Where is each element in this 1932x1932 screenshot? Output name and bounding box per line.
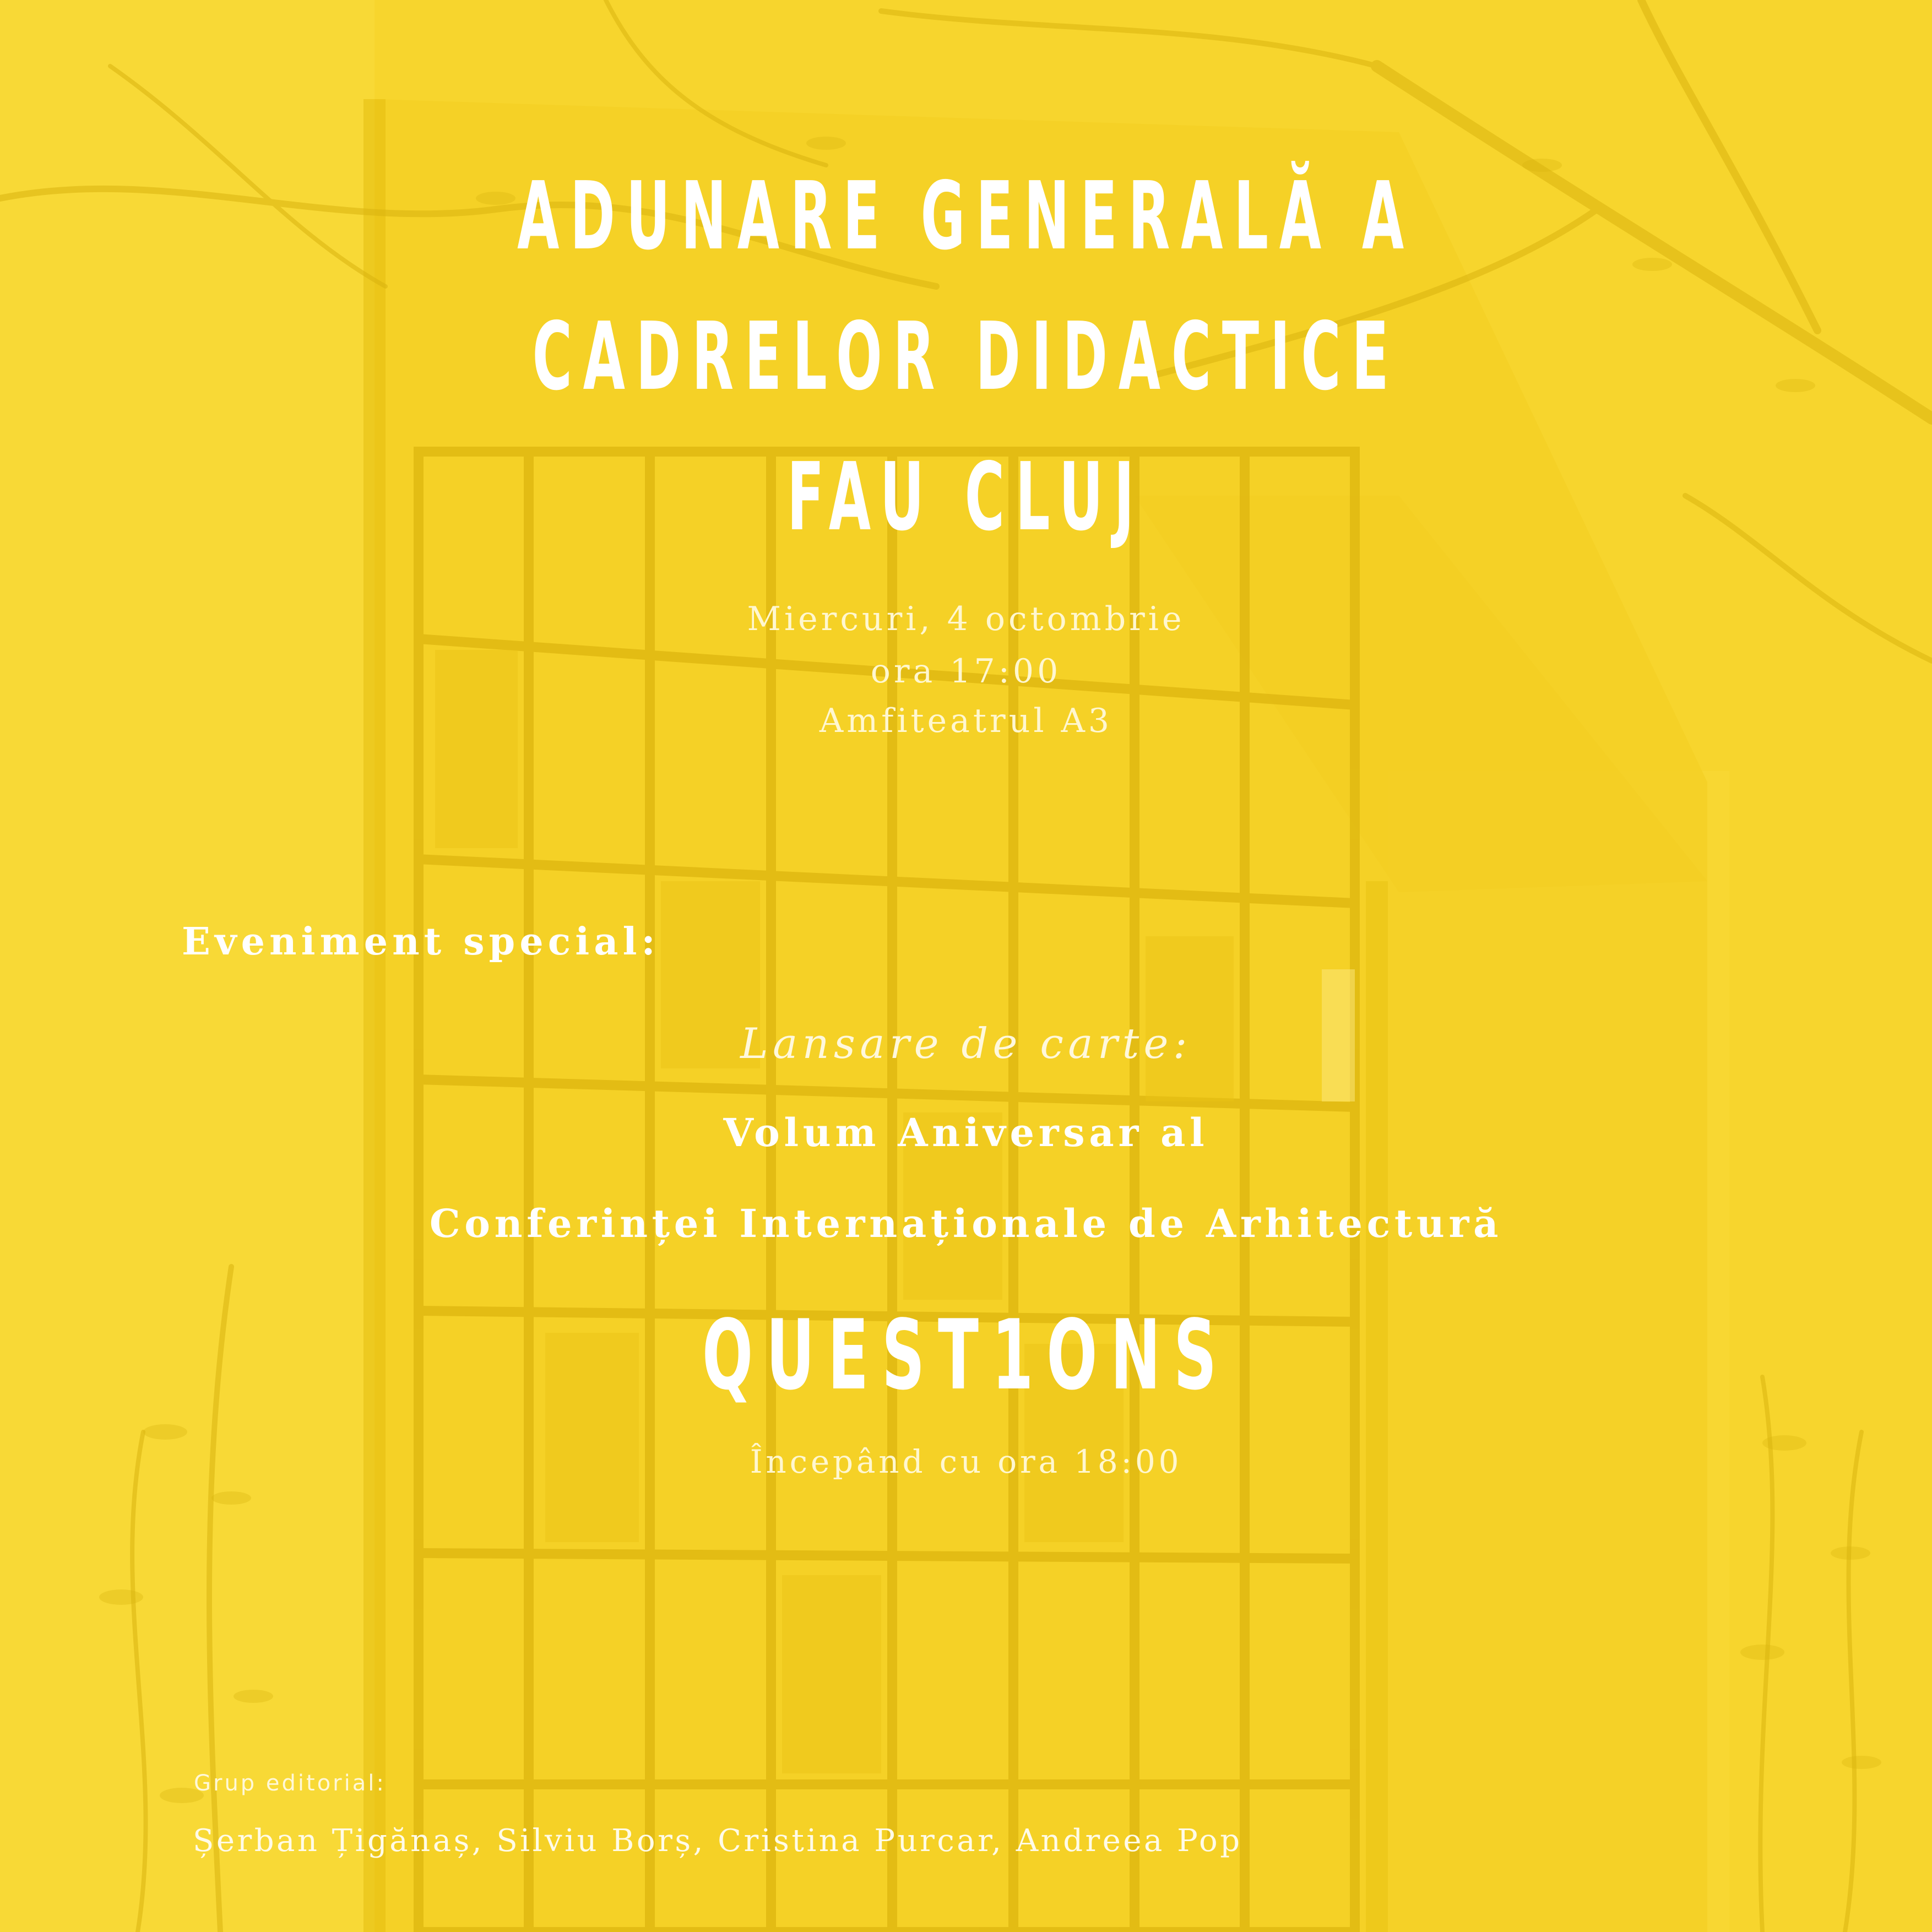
editorial-group-label: Grup editorial: [194,1771,386,1796]
book-title-line-2: Conferinței Internaționale de Arhitectură [429,1201,1503,1246]
special-event-heading: Eveniment special: [182,920,660,964]
meeting-venue: Amfiteatrul A3 [819,702,1113,740]
title-line-3: FAU CLUJ [787,443,1145,552]
meeting-date: Miercuri, 4 octombrie [747,600,1185,638]
launch-start-time: Începând cu ora 18:00 [750,1443,1182,1480]
editorial-group-names: Șerban Țigănaș, Silviu Borș, Cristina Purcar, Andreea Pop [193,1823,1242,1859]
book-launch-label: Lansare de carte: [740,1019,1192,1068]
meeting-time: ora 17:00 [870,652,1062,691]
book-name: QUEST1ONS [702,1300,1230,1412]
title-line-2: CADRELOR DIDACTICE [532,302,1400,411]
title-line-1: ADUNARE GENERALĂ A [517,162,1415,271]
book-title-line-1: Volum Aniversar al [723,1110,1209,1155]
